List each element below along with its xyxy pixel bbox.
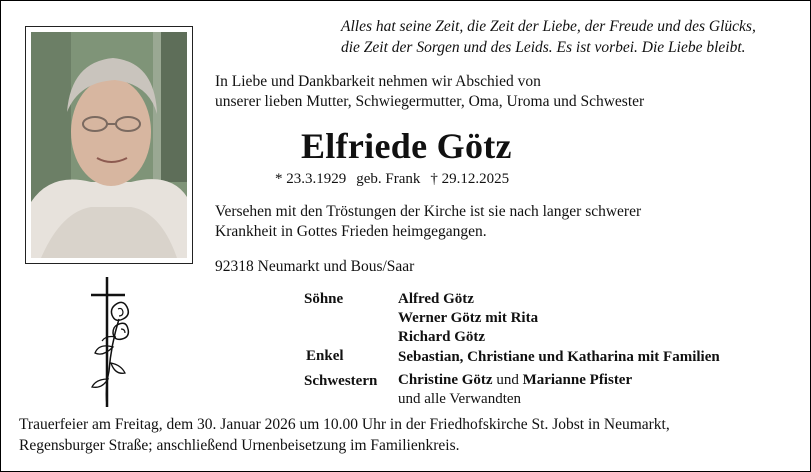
funeral-line-1: Trauerfeier am Freitag, dem 30. Januar 2026 um 10.00 Uhr in der Friedhofskirche St. Jobst in Neumarkt, — [19, 416, 670, 433]
portrait-photo — [31, 32, 187, 258]
motto-line-2: die Zeit der Sorgen und des Leids. Es ist vorbei. Die Liebe bleibt. — [341, 39, 746, 56]
schwestern-line — [398, 371, 632, 390]
funeral-line-2: Regensburger Straße; anschließend Urnenbeisetzung im Familienkreis. — [19, 437, 460, 454]
motto-quote — [341, 16, 801, 58]
intro-line-1: In Liebe und Dankbarkeit nehmen wir Abschied von — [215, 73, 541, 90]
life-dates — [275, 171, 519, 188]
portrait-photo-frame — [25, 26, 193, 264]
sohn-2: Werner Götz mit Rita — [398, 310, 539, 326]
schwestern-list — [398, 371, 632, 409]
enkel-names: Sebastian, Christiane und Katharina mit Familien — [398, 349, 720, 365]
maiden-name: geb. Frank — [356, 171, 421, 187]
cross-with-rose-icon — [85, 275, 135, 411]
passing-line-2: Krankheit in Gottes Frieden heimgegangen. — [215, 223, 487, 240]
und-word: und — [496, 372, 519, 388]
passing-line-1: Versehen mit den Tröstungen der Kirche ist sie nach langer schwerer — [215, 203, 642, 220]
place-line: 92318 Neumarkt und Bous/Saar — [215, 258, 415, 275]
funeral-info — [19, 414, 670, 456]
schwestern-label: Schwestern — [304, 373, 378, 389]
intro-text — [215, 72, 644, 112]
verwandte-line: und alle Verwandten — [398, 391, 522, 407]
soehne-label: Söhne — [304, 291, 344, 307]
sohn-3: Richard Götz — [398, 329, 486, 345]
deceased-name: Elfriede Götz — [301, 126, 512, 166]
schwester-1: Christine Götz — [398, 372, 493, 388]
soehne-list — [398, 290, 538, 347]
death-date: † 29.12.2025 — [430, 171, 510, 187]
schwester-2: Marianne Pfister — [522, 372, 633, 388]
enkel-label: Enkel — [306, 348, 344, 364]
birth-date: * 23.3.1929 — [275, 171, 347, 187]
motto-line-1: Alles hat seine Zeit, die Zeit der Liebe, der Freude und des Glücks, — [341, 18, 756, 35]
intro-line-2: unserer lieben Mutter, Schwiegermutter, Oma, Uroma und Schwester — [215, 93, 645, 110]
sohn-1: Alfred Götz — [398, 291, 474, 307]
passing-text — [215, 202, 641, 242]
